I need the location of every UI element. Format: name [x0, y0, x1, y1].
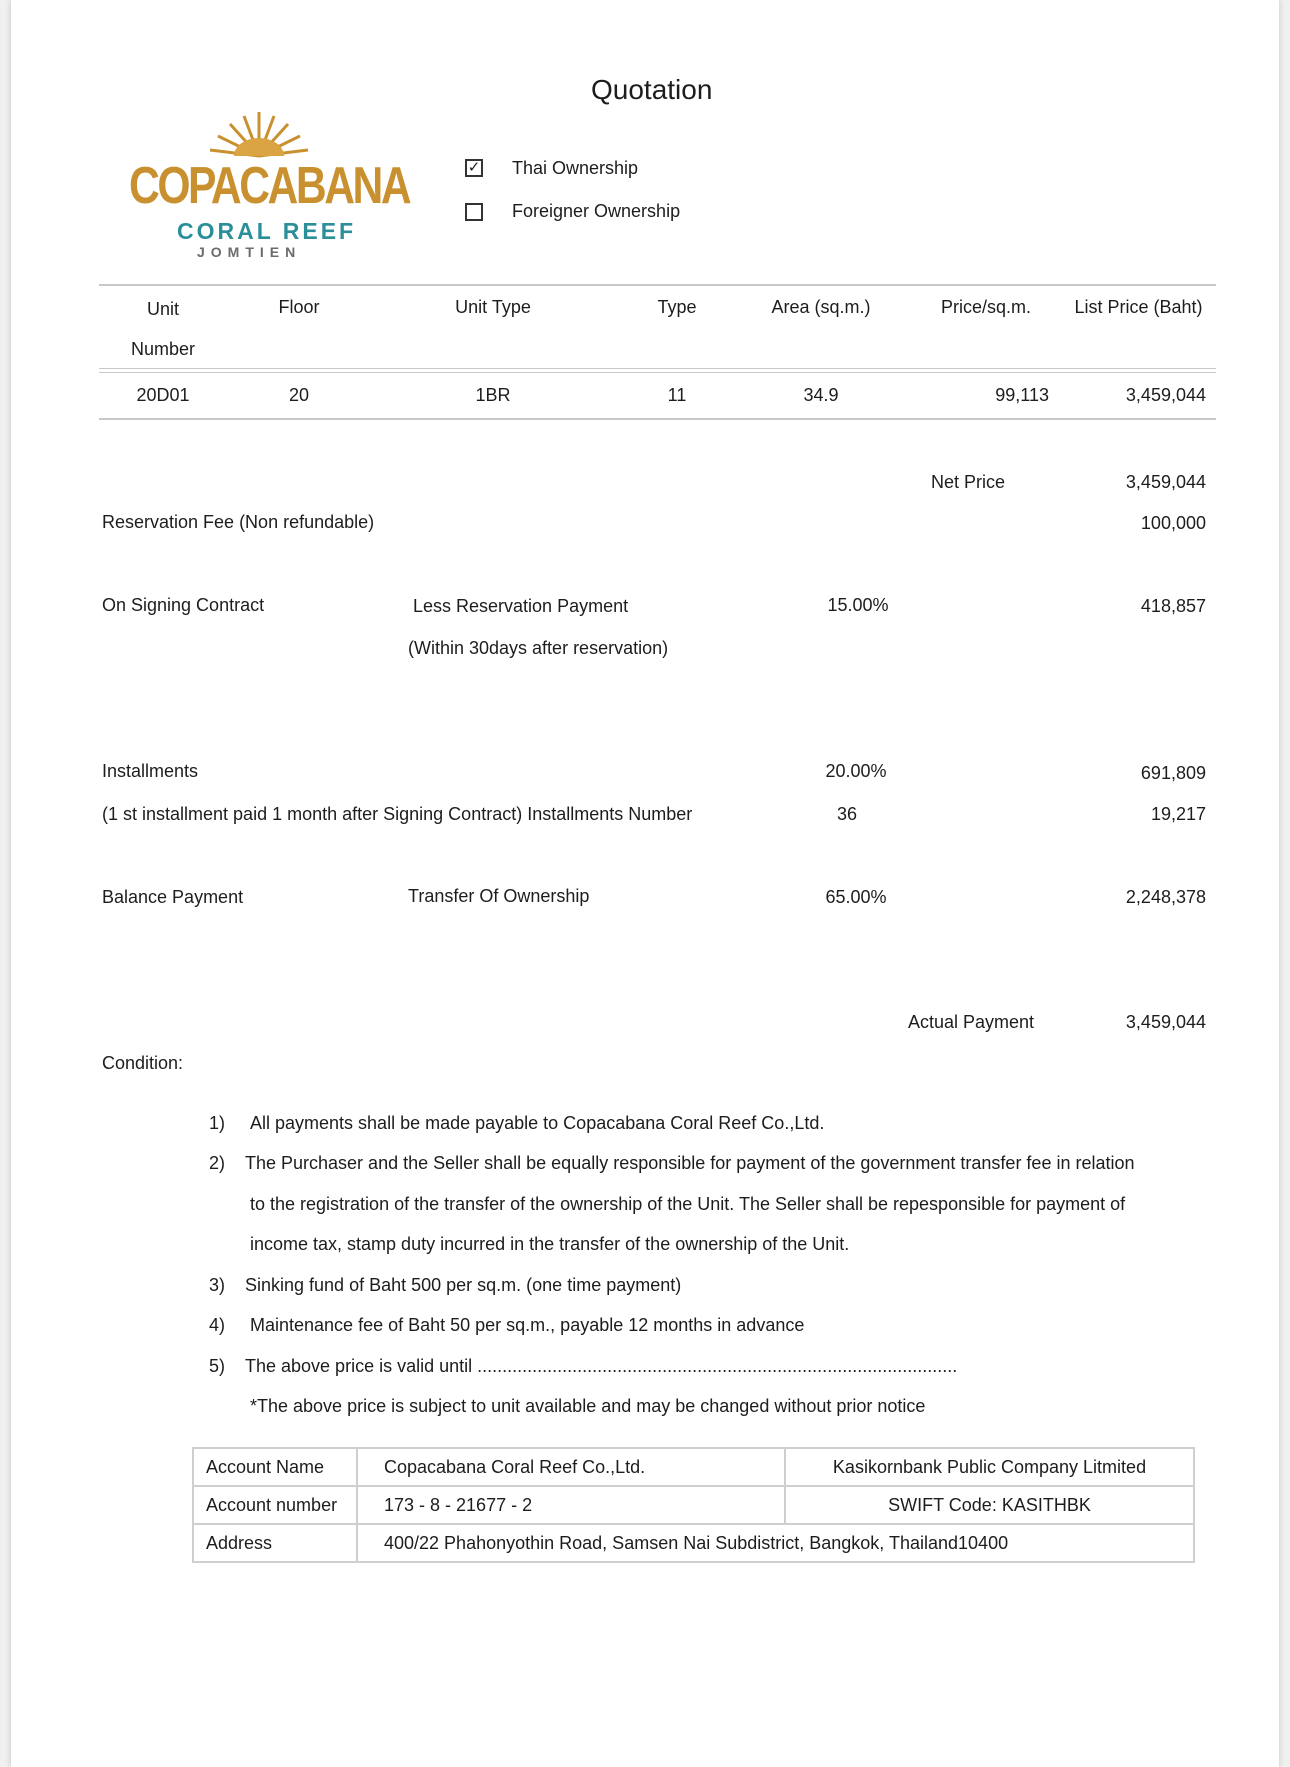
cell-unit-number: 20D01: [136, 385, 190, 405]
condition-num-3: 3): [209, 1275, 226, 1295]
condition-text-2-cont1: to the registration of the transfer of the ownership of the Unit. The Seller shall be repesponsible for payment of: [250, 1194, 1126, 1214]
signing-desc-note: (Within 30days after reservation): [408, 638, 669, 658]
header-price-sqm: Price/sq.m.: [940, 297, 1032, 317]
condition-text-4: Maintenance fee of Baht 50 per sq.m., payable 12 months in advance: [250, 1315, 805, 1335]
condition-footnote: *The above price is subject to unit available and may be changed without prior notice: [250, 1396, 926, 1416]
header-unit: Unit: [146, 299, 179, 319]
condition-num-5: 5): [209, 1356, 226, 1376]
balance-value: 2,248,378: [1125, 887, 1206, 907]
installment-amount: 19,217: [1150, 804, 1206, 824]
condition-text-3: Sinking fund of Baht 500 per sq.m. (one time payment): [245, 1275, 682, 1295]
header-unit-type: Unit Type: [455, 297, 531, 317]
swift-code: SWIFT Code: KASITHBK: [785, 1486, 1194, 1524]
logo-location-text: JOMTIEN: [197, 244, 302, 260]
header-area: Area (sq.m.): [771, 297, 871, 317]
header-number: Number: [130, 339, 196, 359]
condition-num-4: 4): [209, 1315, 226, 1335]
cell-type: 11: [667, 385, 687, 405]
account-number-value: 173 - 8 - 21677 - 2: [357, 1486, 785, 1524]
account-table: [192, 1447, 1195, 1563]
condition-num-1: 1): [209, 1113, 226, 1133]
table-header-rule-1: [99, 368, 1216, 369]
logo-brand-text: COPACABANA: [129, 157, 410, 215]
installments-value: 691,809: [1140, 763, 1206, 783]
signing-desc: Less Reservation Payment: [413, 596, 629, 616]
actual-payment-label: Actual Payment: [908, 1012, 1035, 1032]
header-list-price: List Price (Baht): [1074, 297, 1203, 317]
installments-note: (1 st installment paid 1 month after Signing Contract) Installments Number: [102, 804, 693, 824]
cell-list-price: 3,459,044: [1125, 385, 1206, 405]
balance-desc: Transfer Of Ownership: [408, 886, 590, 906]
condition-num-2: 2): [209, 1153, 226, 1173]
address-value: 400/22 Phahonyothin Road, Samsen Nai Subdistrict, Bangkok, Thailand10400: [357, 1524, 1194, 1562]
condition-text-5: The above price is valid until ................................................................................................: [245, 1356, 958, 1376]
installments-percent: 20.00%: [825, 761, 887, 781]
cell-price-sqm: 99,113: [995, 385, 1049, 405]
account-number-label: Account number: [193, 1486, 357, 1524]
bank-name: Kasikornbank Public Company Litmited: [785, 1448, 1194, 1486]
cell-floor: 20: [288, 385, 310, 405]
table-top-rule: [99, 284, 1216, 286]
address-label: Address: [193, 1524, 357, 1562]
net-price-value: 3,459,044: [1125, 472, 1206, 492]
signing-label: On Signing Contract: [102, 595, 265, 615]
company-logo: [129, 106, 410, 264]
account-name-value: Copacabana Coral Reef Co.,Ltd.: [357, 1448, 785, 1486]
reservation-value: 100,000: [1140, 513, 1206, 533]
quotation-page: [11, 0, 1279, 1767]
net-price-label: Net Price: [931, 472, 1006, 492]
table-bottom-rule: [99, 418, 1216, 420]
account-name-label: Account Name: [193, 1448, 357, 1486]
cell-area: 34.9: [803, 385, 839, 405]
thai-ownership-label: Thai Ownership: [512, 158, 639, 178]
condition-label: Condition:: [102, 1053, 184, 1073]
sunburst-logo-icon: [204, 108, 314, 160]
installments-label: Installments: [102, 761, 199, 781]
signing-percent: 15.00%: [827, 595, 889, 615]
actual-payment-value: 3,459,044: [1125, 1012, 1206, 1032]
table-header-rule-2: [99, 372, 1216, 373]
condition-text-1: All payments shall be made payable to Copacabana Coral Reef Co.,Ltd.: [250, 1113, 825, 1133]
installments-count: 36: [836, 804, 858, 824]
balance-label: Balance Payment: [102, 887, 244, 907]
balance-percent: 65.00%: [825, 887, 887, 907]
foreigner-ownership-checkbox[interactable]: [465, 203, 483, 221]
thai-ownership-checkbox[interactable]: ✓: [465, 159, 483, 177]
reservation-label: Reservation Fee (Non refundable): [102, 512, 375, 532]
signing-value: 418,857: [1140, 596, 1206, 616]
foreigner-ownership-label: Foreigner Ownership: [512, 201, 681, 221]
cell-unit-type: 1BR: [475, 385, 511, 405]
header-type: Type: [657, 297, 697, 317]
header-floor: Floor: [278, 297, 320, 317]
condition-text-2-cont2: income tax, stamp duty incurred in the transfer of the ownership of the Unit.: [250, 1234, 850, 1254]
logo-sub-text: CORAL REEF: [177, 218, 357, 244]
page-title: Quotation: [591, 74, 713, 105]
condition-text-2: The Purchaser and the Seller shall be equally responsible for payment of the government transfer fee in relation: [245, 1153, 1135, 1173]
